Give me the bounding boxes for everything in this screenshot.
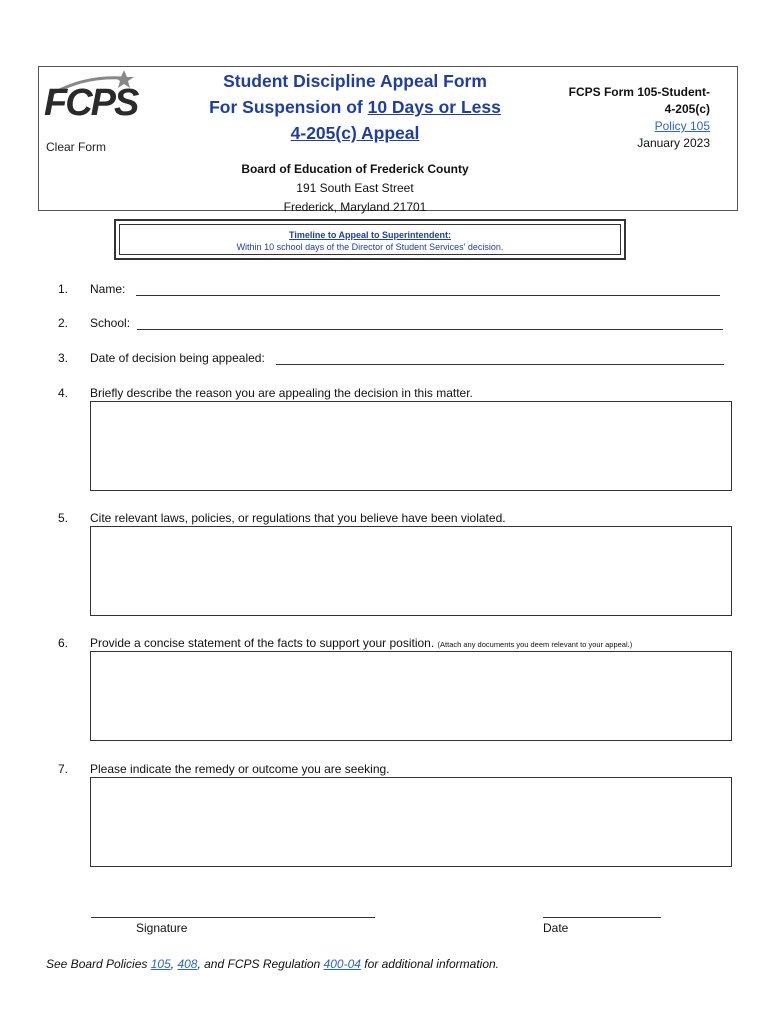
regulation-400-04-link[interactable]: 400-04 — [323, 957, 361, 971]
footer-post: for additional information. — [360, 957, 499, 971]
clear-form-button[interactable]: Clear Form — [46, 140, 107, 154]
q4-label: Briefly describe the reason you are appealing the decision in this matter. — [90, 386, 473, 400]
name-field[interactable] — [136, 295, 720, 296]
footer-pre: See Board Policies — [46, 957, 151, 971]
signature-label: Signature — [136, 921, 188, 935]
facts-textarea[interactable] — [90, 651, 732, 741]
q6-label-text: Provide a concise statement of the facts to support your position. — [90, 636, 435, 650]
policy-408-link[interactable]: 408 — [177, 957, 198, 971]
q3-label: Date of decision being appealed: — [90, 351, 265, 365]
date-label: Date — [543, 921, 569, 935]
q6-note: (Attach any documents you deem relevant to your appeal.) — [437, 640, 633, 649]
q5-label: Cite relevant laws, policies, or regulations that you believe have been violated. — [90, 511, 506, 525]
title-line-2-underlined: 10 Days or Less — [367, 97, 501, 117]
q4-number: 4. — [58, 386, 69, 400]
address-line-2: Frederick, Maryland 21701 — [283, 200, 427, 214]
timeline-inner-border — [119, 224, 621, 255]
q7-number: 7. — [58, 762, 69, 776]
q6-label — [90, 636, 632, 650]
fcps-logo — [44, 68, 138, 124]
form-identifier — [560, 84, 710, 152]
policy-link[interactable]: Policy 105 — [654, 119, 710, 133]
q6-number: 6. — [58, 636, 69, 650]
title-line-2-prefix: For Suspension of — [209, 97, 368, 117]
q2-label: School: — [90, 316, 131, 330]
appeal-reason-textarea[interactable] — [90, 401, 732, 491]
school-field[interactable] — [137, 329, 723, 330]
title-line-3: 4-205(c) Appeal — [290, 123, 420, 143]
footer-mid: , and FCPS Regulation — [197, 957, 324, 971]
q1-number: 1. — [58, 282, 69, 296]
form-id-line-2: 4-205(c) — [664, 102, 710, 116]
timeline-title: Timeline to Appeal to Superintendent: — [288, 230, 451, 240]
remedy-textarea[interactable] — [90, 777, 732, 867]
violations-textarea[interactable] — [90, 526, 732, 616]
decision-date-field[interactable] — [276, 364, 724, 365]
signature-field[interactable] — [91, 917, 375, 918]
q1-label: Name: — [90, 282, 126, 296]
title-line-2 — [190, 94, 520, 120]
q3-number: 3. — [58, 351, 69, 365]
logo-text: FCPS — [44, 82, 138, 124]
footer-note — [46, 957, 499, 971]
q5-number: 5. — [58, 511, 69, 525]
footer-sep: , — [170, 957, 178, 971]
date-field[interactable] — [543, 917, 661, 918]
timeline-box — [114, 219, 626, 260]
form-title — [190, 68, 520, 146]
policy-105-link[interactable]: 105 — [150, 957, 171, 971]
board-name: Board of Education of Frederick County — [241, 162, 469, 176]
form-id-line-1: FCPS Form 105-Student- — [568, 85, 710, 99]
title-line-1: Student Discipline Appeal Form — [223, 71, 487, 91]
form-date: January 2023 — [637, 136, 710, 150]
board-address — [190, 160, 520, 217]
q2-number: 2. — [58, 316, 69, 330]
q7-label: Please indicate the remedy or outcome you are seeking. — [90, 762, 390, 776]
address-line-1: 191 South East Street — [296, 181, 414, 195]
timeline-body: Within 10 school days of the Director of Student Services' decision. — [236, 242, 504, 252]
